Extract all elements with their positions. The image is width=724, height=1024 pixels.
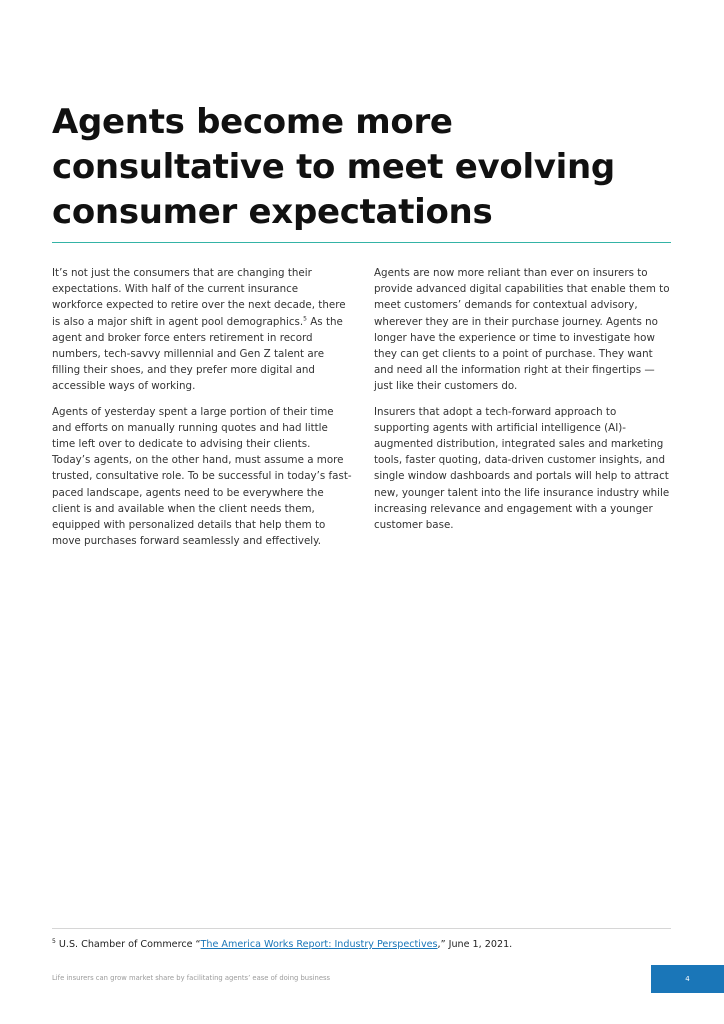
footnote [52, 938, 672, 951]
left-paragraph-2: Agents of yesterday spent a large portion of their time and efforts on manually running quotes and had little time left over to dedicate to advising their clients. Today’s agents, on the other hand, must assume a more trusted, consultative role. To be successful in today’s fast-paced landscape, agents need to be everywhere the client is and available when the client needs them, equipped with personalized details that help them to move purchases forward seamlessly and effectively. [52, 405, 352, 548]
footnote-divider [52, 928, 671, 929]
left-paragraph-1-text-cont: As the agent and broker force enters retirement in record numbers, tech-savvy millennial and Gen Z talent are filling their shoes, and they prefer more digital and accessible ways of working. [52, 315, 343, 393]
title-divider [52, 242, 671, 243]
footnote-number: 5 [52, 937, 56, 945]
right-paragraph-2: Insurers that adopt a tech-forward approach to supporting agents with artificial intelligence (AI)-augmented distribution, integrated sales and marketing tools, faster quoting, data-driven customer insights, and single window dashboards and portals will help to attract new, younger talent into the life insurance industry while increasing relevance and engagement with a younger customer base. [374, 405, 670, 532]
title-line-1: Agents become more [52, 102, 453, 142]
page-title [52, 100, 652, 235]
left-paragraph-1-text: It’s not just the consumers that are changing their expectations. With half of the current insurance workforce expected to retire over the next decade, there is also a major shift in agent pool demographics. [52, 267, 346, 328]
footnote-ref: 5 [303, 315, 307, 323]
running-footer: Life insurers can grow market share by facilitating agents’ ease of doing business [52, 974, 331, 982]
right-column [374, 265, 674, 542]
page-number: 4 [651, 965, 724, 993]
right-paragraph-1: Agents are now more reliant than ever on insurers to provide advanced digital capabilities that enable them to meet customers’ demands for contextual advisory, wherever they are in their purchase journey. Agents no longer have the experience or time to investigate how they can get clients to a point of purchase. They want and need all the information right at their fingertips — just like their customers do. [374, 267, 670, 393]
title-line-3: consumer expectations [52, 192, 493, 232]
footnote-link[interactable]: The America Works Report: Industry Perspectives [200, 939, 438, 950]
footnote-source: U.S. Chamber of Commerce “ [55, 939, 201, 950]
footnote-date: ,” June 1, 2021. [437, 939, 513, 950]
left-column [52, 265, 352, 558]
title-line-2: consultative to meet evolving [52, 147, 615, 187]
left-paragraph-1 [52, 265, 352, 395]
